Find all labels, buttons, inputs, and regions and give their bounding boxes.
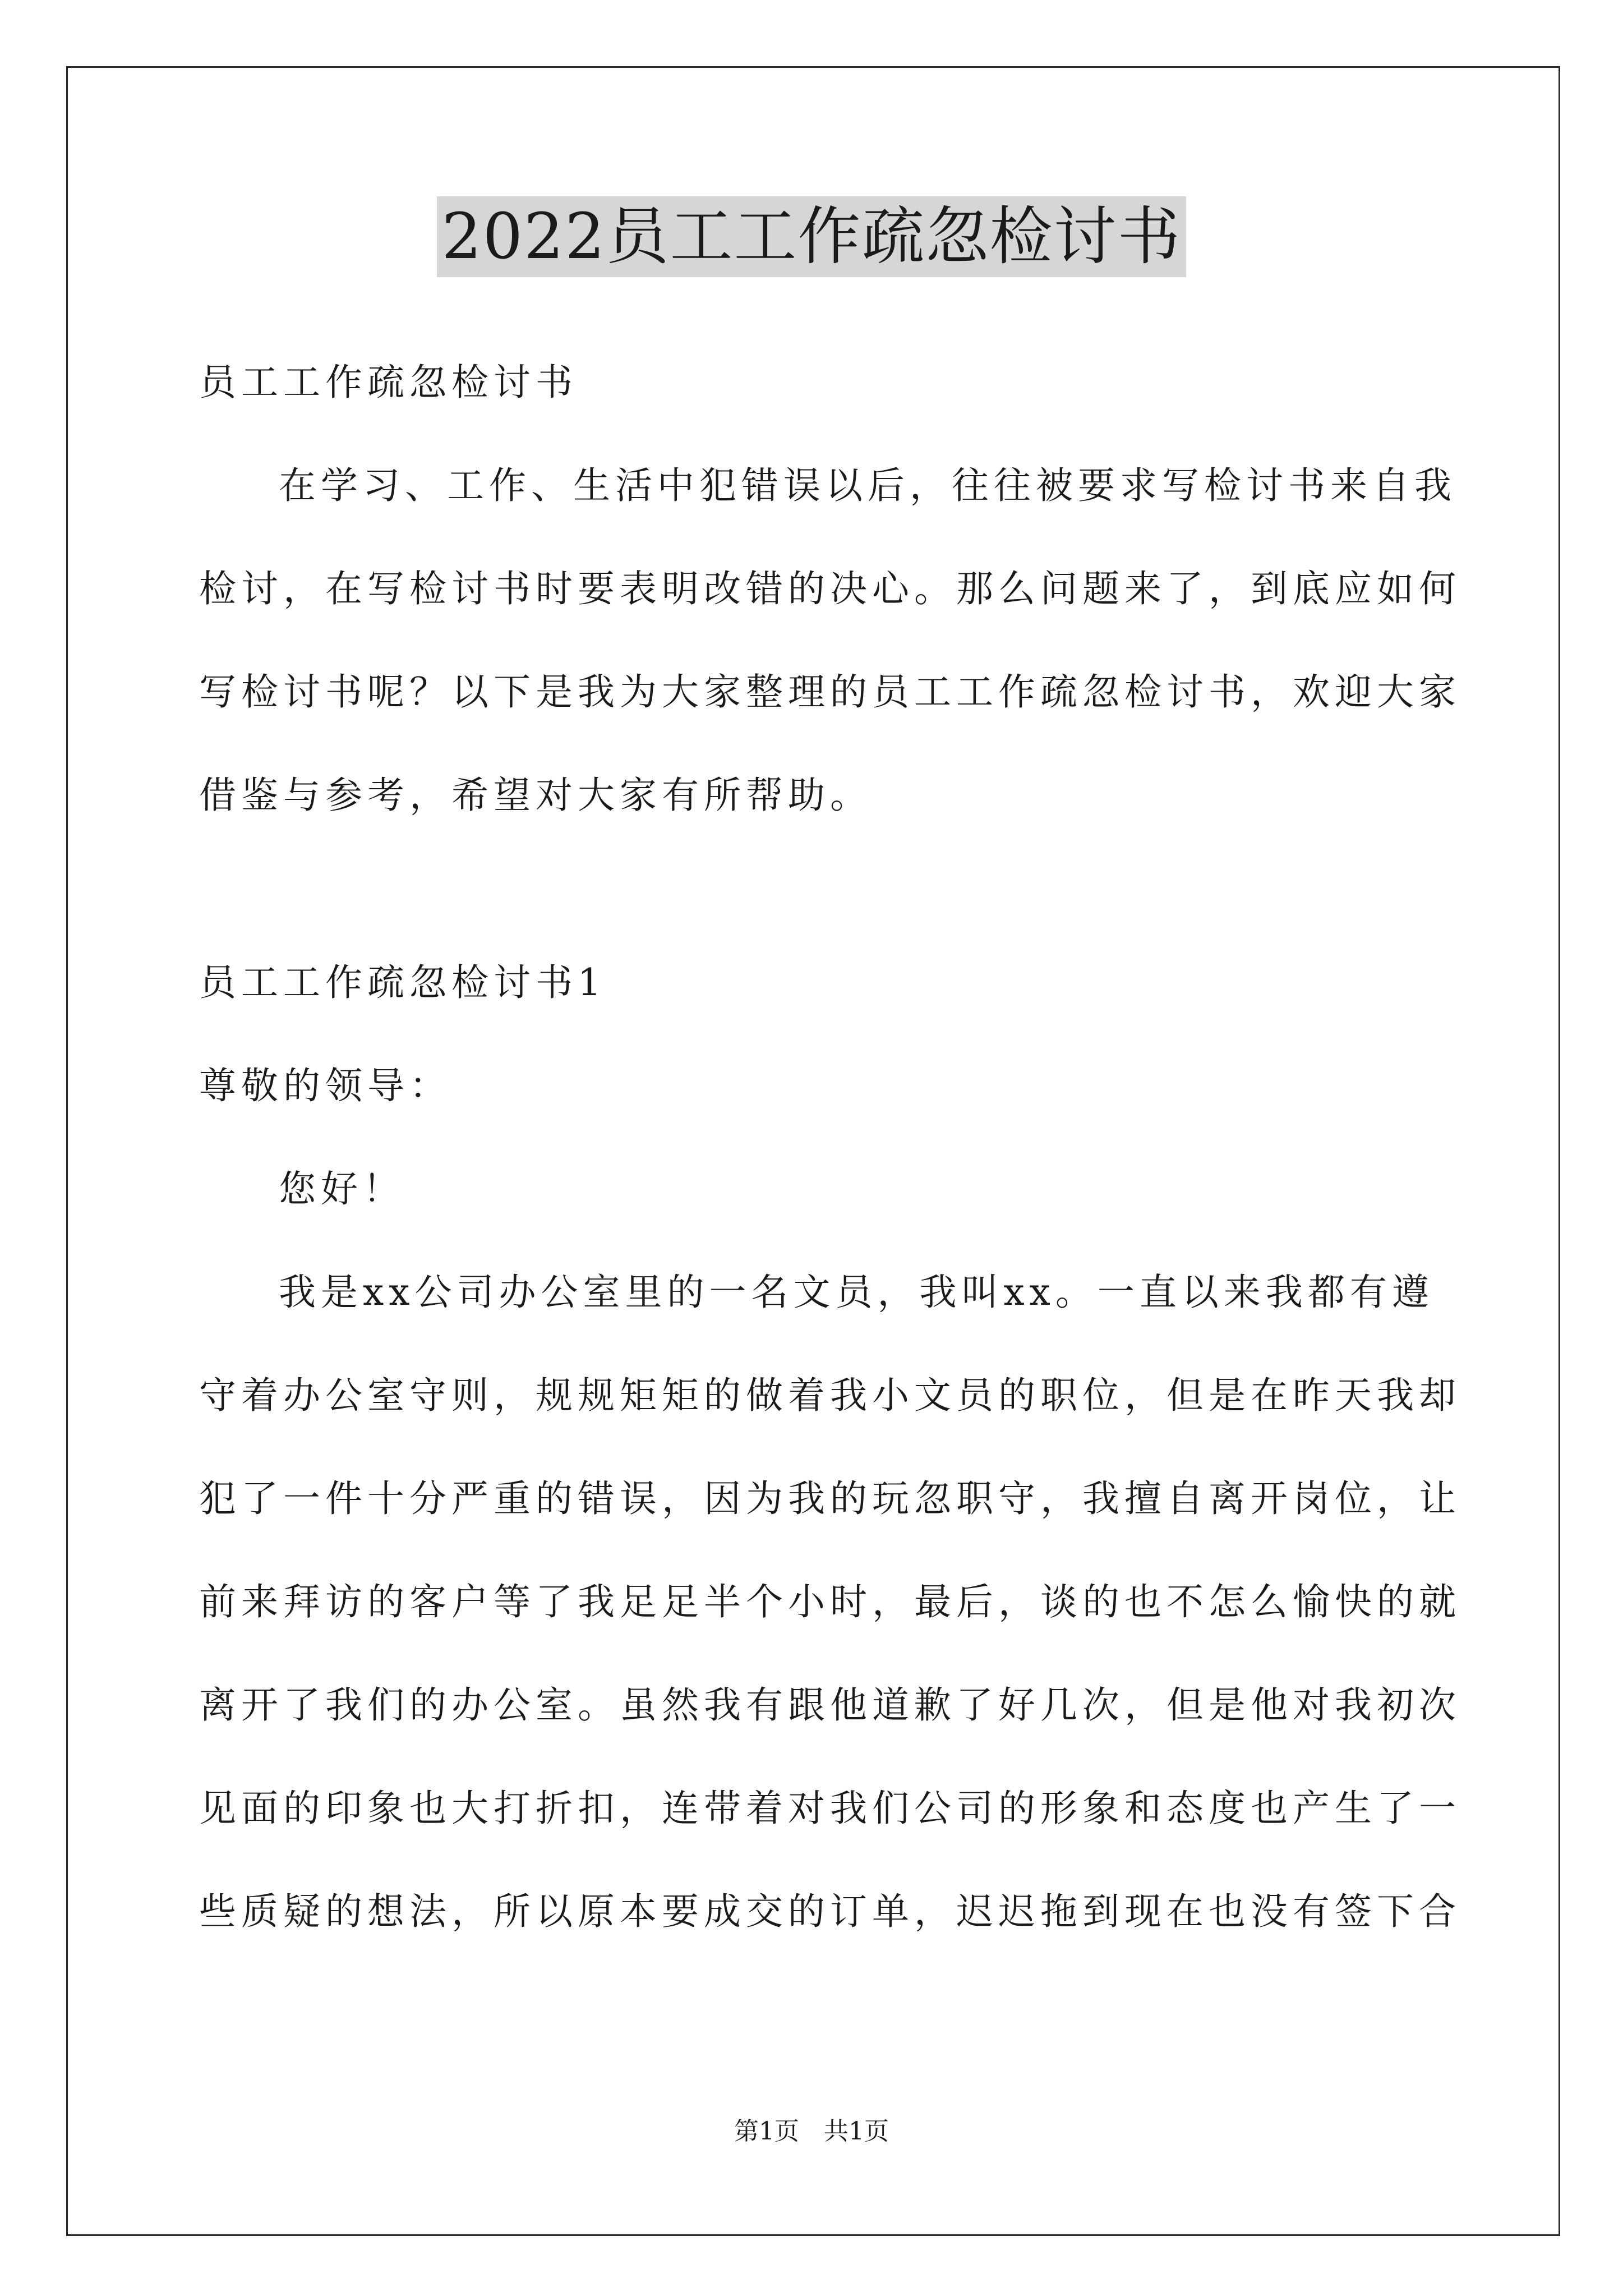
subtitle: 员工工作疏忽检讨书 [199, 361, 578, 404]
greeting: 您好！ [279, 1167, 405, 1211]
body-paragraph [199, 1241, 1461, 1963]
section-heading: 员工工作疏忽检讨书1 [199, 961, 606, 1004]
body-line: 我是xx公司办公室里的一名文员，我叫xx。一直以来我都有遵 [279, 1271, 1434, 1314]
page-footer: 第1页 共1页 [734, 2117, 889, 2146]
body-line: 见面的印象也大打折扣，连带着对我们公司的形象和态度也产生了一 [199, 1787, 1461, 1830]
body-line: 守着办公室守则，规规矩矩的做着我小文员的职位，但是在昨天我却 [199, 1374, 1461, 1417]
intro-line: 检讨，在写检讨书时要表明改错的决心。那么问题来了，到底应如何 [199, 567, 1461, 610]
salutation: 尊敬的领导： [199, 1064, 451, 1107]
body-line: 犯了一件十分严重的错误，因为我的玩忽职守，我擅自离开岗位，让 [199, 1477, 1461, 1520]
title-block [0, 196, 1623, 277]
intro-line: 借鉴与参考，希望对大家有所帮助。 [199, 774, 872, 817]
body-line: 前来拜访的客户等了我足足半个小时，最后，谈的也不怎么愉快的就 [199, 1580, 1461, 1623]
intro-paragraph [199, 434, 1461, 847]
body-line: 些质疑的想法，所以原本要成交的订单，迟迟拖到现在也没有签下合 [199, 1890, 1461, 1933]
intro-line: 在学习、工作、生活中犯错误以后，往往被要求写检讨书来自我 [279, 464, 1456, 507]
body-line: 离开了我们的办公室。虽然我有跟他道歉了好几次，但是他对我初次 [199, 1683, 1461, 1727]
document-body [199, 331, 1461, 1963]
document-title: 2022员工工作疏忽检讨书 [437, 196, 1186, 277]
intro-line: 写检讨书呢？以下是我为大家整理的员工工作疏忽检讨书，欢迎大家 [199, 670, 1461, 714]
